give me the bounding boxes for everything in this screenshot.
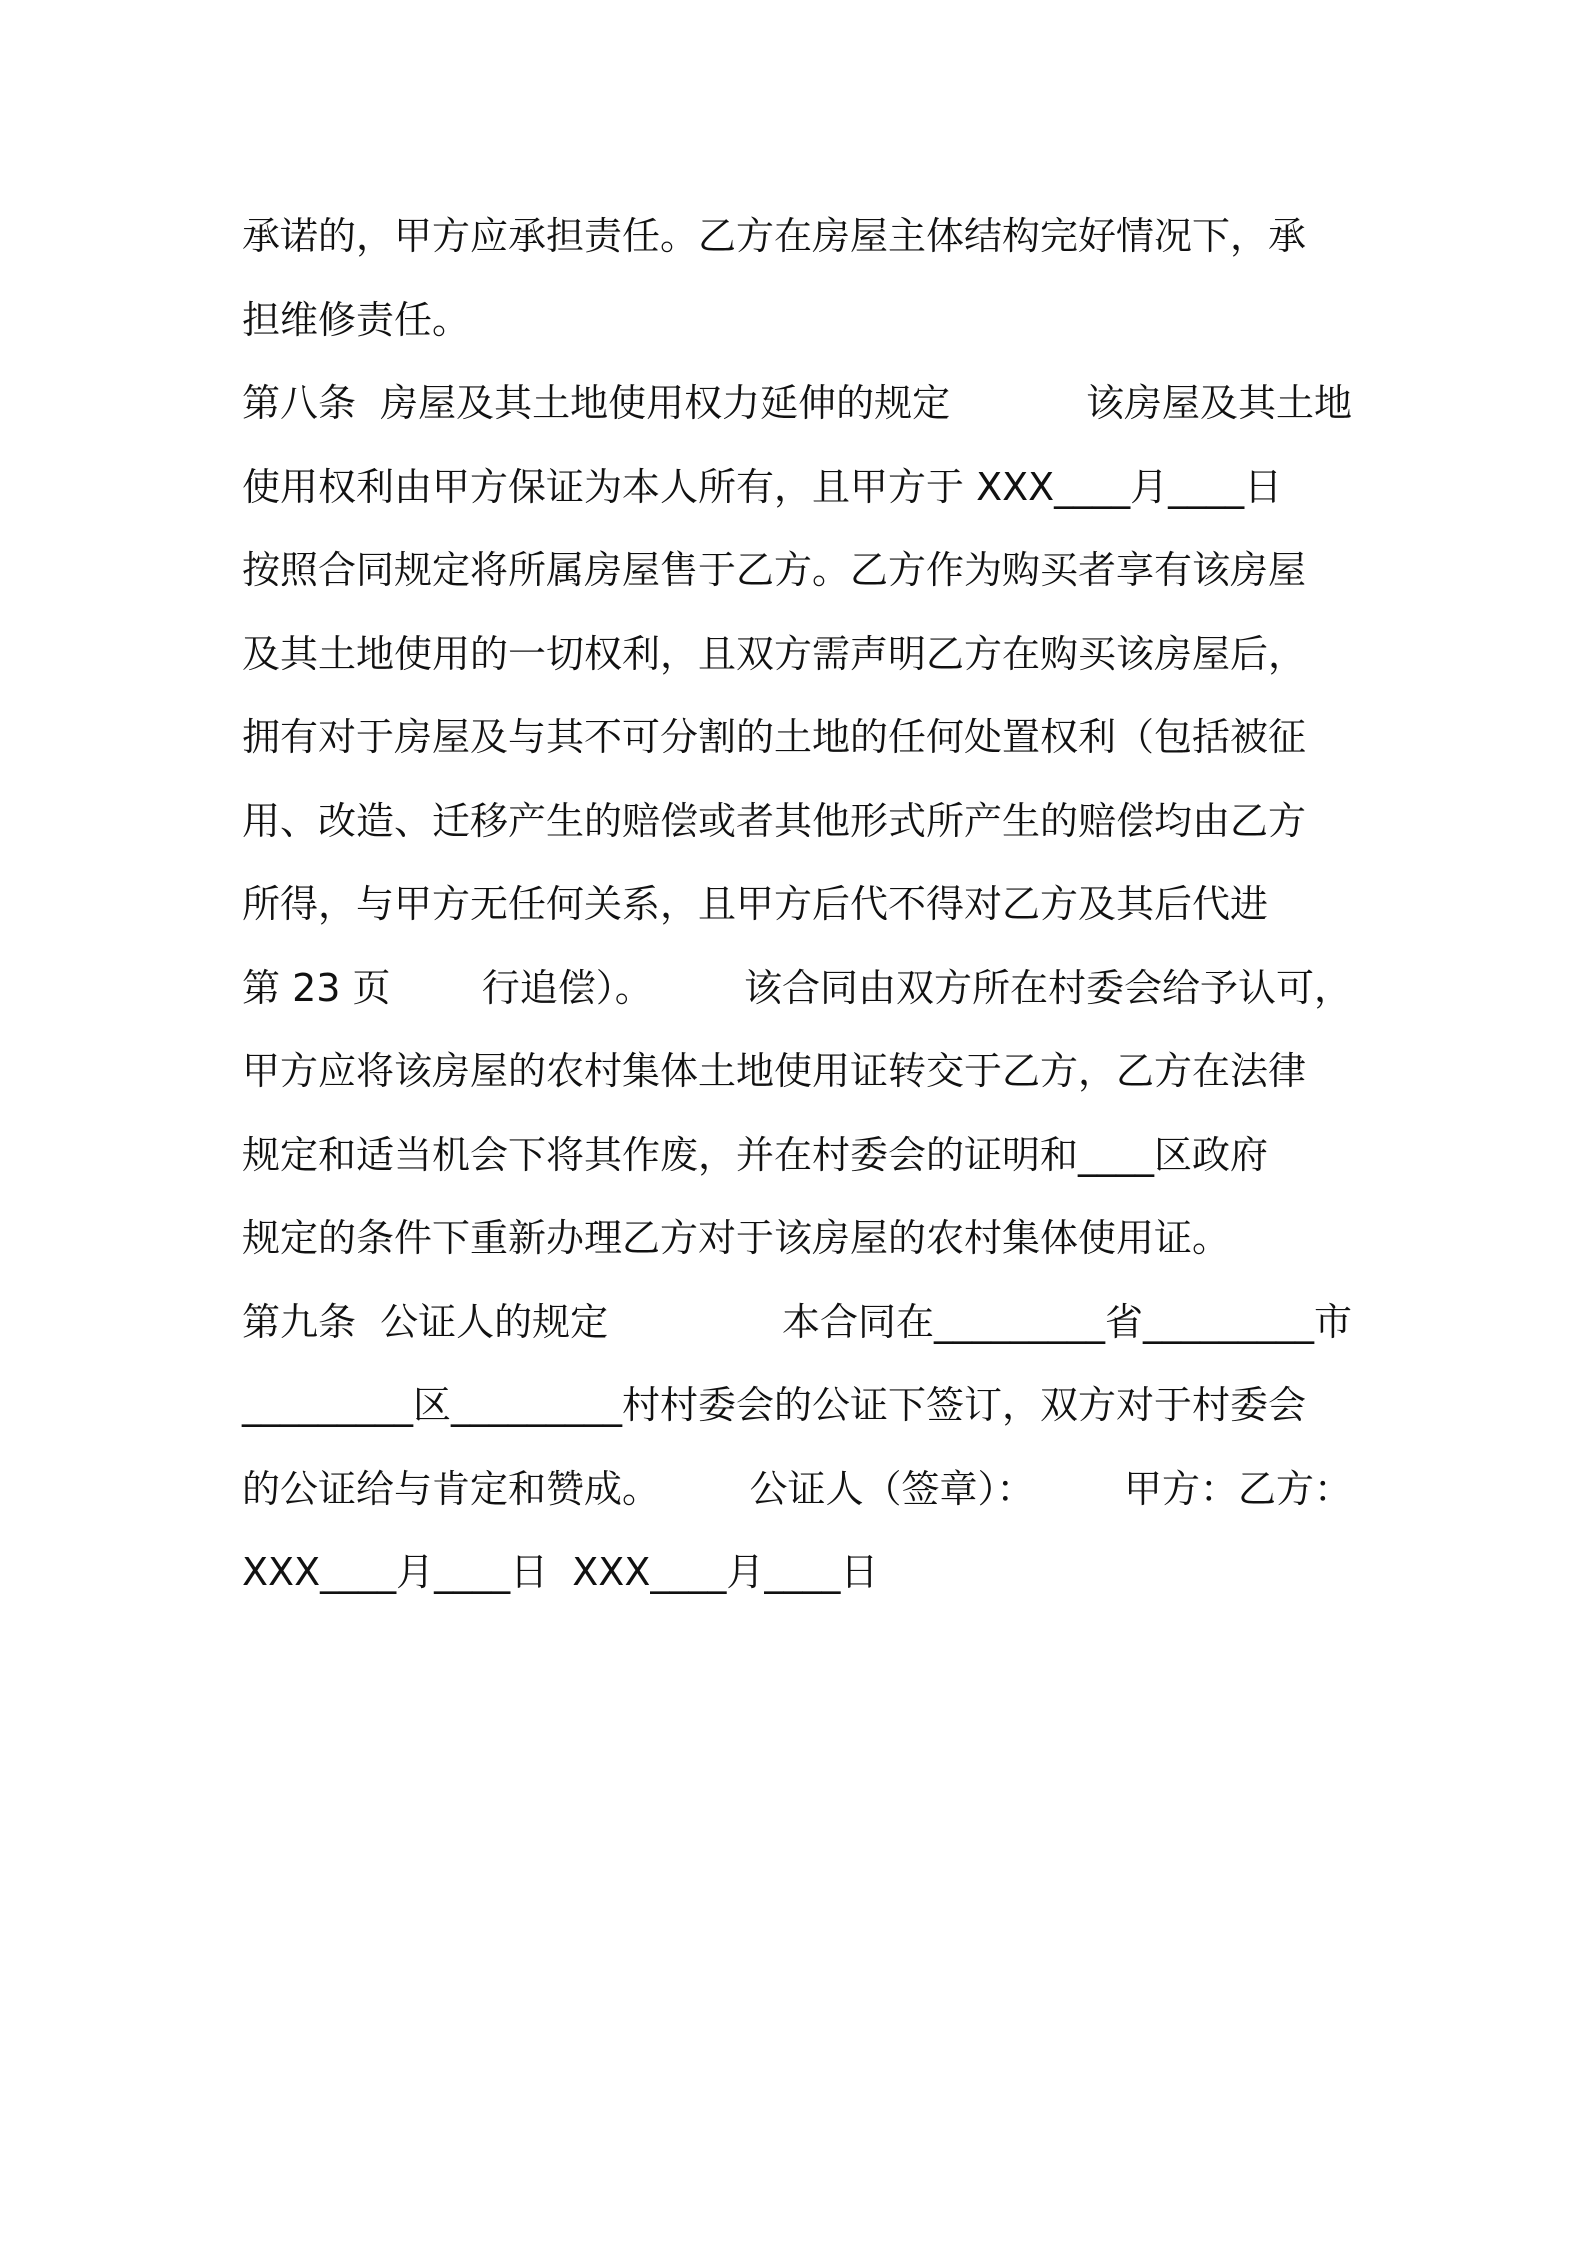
signature-dates-line xyxy=(242,1531,1352,1615)
text-line xyxy=(242,613,1352,697)
text-segment: 担维修责任。 xyxy=(242,297,471,342)
text-line xyxy=(242,1364,1352,1448)
text-line xyxy=(242,279,1352,363)
text-segment: _________区_________村村委会的公证下签订，双方对于村委会 xyxy=(242,1383,1307,1427)
text-segment: 使用权利由甲方保证为本人所有，且甲方于 XXX____月____日 xyxy=(242,464,1283,509)
text-line xyxy=(242,780,1352,864)
text-line xyxy=(242,446,1352,530)
text-segment: 甲方应将该房屋的农村集体土地使用证转交于乙方，乙方在法律 xyxy=(242,1049,1307,1093)
text-line xyxy=(242,696,1352,780)
notary-signature-label: 公证人（签章）： xyxy=(749,1466,1035,1511)
text-line xyxy=(242,1114,1352,1198)
text-segment: 规定的条件下重新办理乙方对于该房屋的农村集体使用证。 xyxy=(242,1216,1231,1260)
page-number: 第 23 页 xyxy=(242,965,391,1010)
signature-labels-line xyxy=(242,1448,1352,1532)
article-eight-heading: 第八条 房屋及其土地使用权力延伸的规定 xyxy=(242,381,951,425)
text-segment: 该房屋及其土地 xyxy=(1085,381,1352,425)
text-segment: 规定和适当机会下将其作废，并在村委会的证明和____区政府 xyxy=(242,1132,1269,1177)
text-line xyxy=(242,1030,1352,1114)
text-line xyxy=(242,529,1352,613)
party-labels: 甲方：乙方： xyxy=(1123,1466,1352,1511)
article-eight-heading-line xyxy=(242,362,1352,446)
text-segment: 的公证给与肯定和赞成。 xyxy=(242,1466,661,1511)
text-segment: 用、改造、迁移产生的赔偿或者其他形式所产生的赔偿均由乙方 xyxy=(242,798,1307,843)
article-nine-heading-line xyxy=(242,1281,1352,1365)
text-segment: 本合同在_________省_________市 xyxy=(781,1299,1352,1344)
text-segment: 所得，与甲方无任何关系，且甲方后代不得对乙方及其后代进 xyxy=(242,882,1269,926)
text-line xyxy=(242,1197,1352,1281)
text-segment: 行追偿）。 xyxy=(481,965,653,1010)
text-line xyxy=(242,195,1352,279)
text-segment: 承诺的，甲方应承担责任。乙方在房屋主体结构完好情况下，承 xyxy=(242,214,1307,258)
text-segment: 拥有对于房屋及与其不可分割的土地的任何处置权利（包括被征 xyxy=(242,715,1307,759)
text-segment: 及其土地使用的一切权利，且双方需声明乙方在购买该房屋后， xyxy=(242,631,1307,676)
text-segment: 该合同由双方所在村委会给予认可， xyxy=(743,965,1352,1010)
text-line xyxy=(242,947,1352,1031)
contract-body-text xyxy=(242,195,1352,1615)
signature-dates: XXX____月____日 XXX____月____日 xyxy=(242,1550,879,1594)
text-line xyxy=(242,863,1352,947)
article-nine-heading: 第九条 公证人的规定 xyxy=(242,1299,609,1344)
text-segment: 按照合同规定将所属房屋售于乙方。乙方作为购买者享有该房屋 xyxy=(242,548,1307,592)
